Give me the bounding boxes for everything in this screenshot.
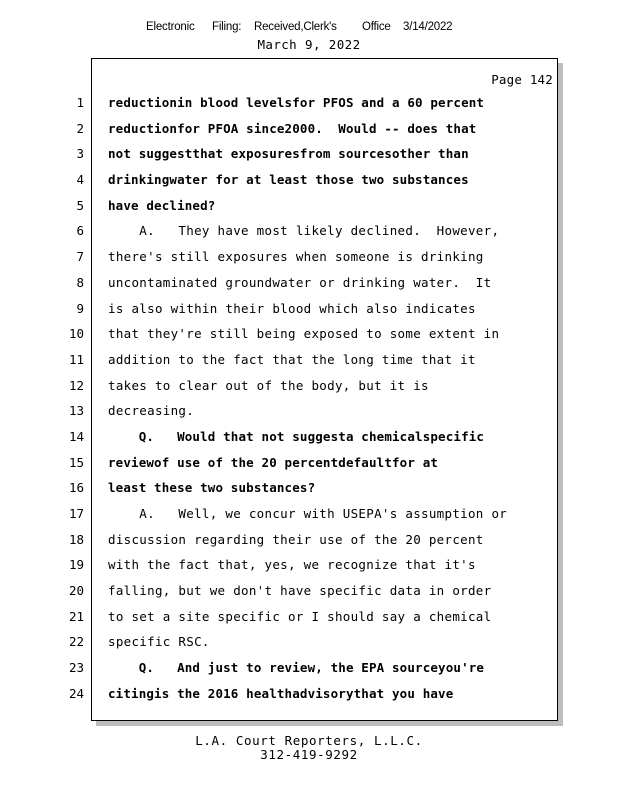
- transcript-line: [0, 373, 618, 399]
- line-number: 10: [68, 326, 84, 342]
- transcript-line: [0, 604, 618, 630]
- transcript-line: [0, 629, 618, 655]
- line-number: 16: [68, 480, 84, 496]
- line-text: addition to the fact that the long time that it: [108, 351, 476, 367]
- line-text: reductionfor PFOA since2000. Would -- does that: [108, 120, 477, 136]
- transcript-line: [0, 296, 618, 322]
- line-text: reviewof use of the 20 percentdefaultfor at: [108, 454, 439, 470]
- court-reporter-name: L.A. Court Reporters, L.L.C.: [195, 733, 423, 748]
- line-number: 11: [68, 351, 84, 367]
- transcript-line: [0, 655, 618, 681]
- transcript-line: [0, 578, 618, 604]
- page-number: Page 142: [491, 72, 553, 87]
- line-number: 2: [76, 120, 84, 136]
- filing-word-electronic: Electronic: [146, 21, 195, 33]
- transcript-line: [0, 424, 618, 450]
- transcript-line: [0, 475, 618, 501]
- hearing-date: March 9, 2022: [257, 37, 361, 52]
- line-text: is also within their blood which also indicates: [108, 300, 476, 316]
- transcript-line: [0, 244, 618, 270]
- line-text: falling, but we don't have specific data in order: [108, 583, 492, 599]
- line-text: that they're still being exposed to some extent in: [108, 326, 500, 342]
- filing-word-filing: Filing:: [212, 21, 242, 33]
- line-number: 7: [76, 249, 84, 265]
- line-number: 8: [76, 274, 84, 290]
- line-number: 24: [68, 685, 84, 701]
- line-number: 3: [76, 146, 84, 162]
- line-text: A. Well, we concur with USEPA's assumption or: [108, 506, 508, 521]
- line-text: least these two substances?: [108, 480, 316, 496]
- line-text: to set a site specific or I should say a chemical: [108, 608, 492, 624]
- line-number: 18: [68, 531, 84, 547]
- transcript-line: [0, 270, 618, 296]
- filing-word-office: Office: [362, 21, 391, 33]
- transcript-line: [0, 681, 618, 707]
- court-reporter-phone: 312-419-9292: [260, 747, 358, 762]
- line-text: specific RSC.: [108, 634, 210, 650]
- line-text: takes to clear out of the body, but it is: [108, 377, 429, 393]
- line-number: 14: [68, 428, 84, 444]
- transcript-line: [0, 141, 618, 167]
- line-text: decreasing.: [108, 403, 195, 419]
- transcript-line: [0, 450, 618, 476]
- line-number: 9: [76, 300, 84, 316]
- line-text: with the fact that, yes, we recognize that it's: [108, 557, 476, 573]
- transcript-line: [0, 552, 618, 578]
- line-text: discussion regarding their use of the 20 percent: [108, 531, 484, 547]
- line-number: 15: [68, 454, 84, 470]
- line-number: 5: [76, 197, 84, 213]
- line-text: A. They have most likely declined. However,: [108, 223, 500, 239]
- line-text: there's still exposures when someone is drinking: [108, 249, 484, 265]
- transcript-line: [0, 347, 618, 373]
- filing-word-received: Received,Clerk's: [254, 21, 337, 33]
- line-text: drinkingwater for at least those two substances: [108, 172, 469, 188]
- line-text: reductionin blood levelsfor PFOS and a 60 percent: [108, 95, 485, 110]
- line-number: 17: [68, 506, 84, 521]
- transcript-line: [0, 167, 618, 193]
- line-number: 6: [76, 223, 84, 239]
- transcript-line: [0, 398, 618, 424]
- line-number: 19: [68, 557, 84, 573]
- line-text: Q. Would that not suggesta chemicalspecific: [108, 428, 485, 444]
- line-text: not suggestthat exposuresfrom sourcesother than: [108, 146, 469, 162]
- line-number: 22: [68, 634, 84, 650]
- line-text: Q. And just to review, the EPA sourceyou're: [108, 660, 485, 676]
- line-number: 23: [68, 660, 84, 676]
- transcript-line: [0, 527, 618, 553]
- transcript-line: [0, 321, 618, 347]
- transcript-line: [0, 193, 618, 219]
- line-text: citingis the 2016 healthadvisorythat you have: [108, 685, 454, 701]
- line-number: 1: [76, 95, 84, 110]
- transcript-line: [0, 90, 618, 116]
- line-number: 21: [68, 608, 84, 624]
- line-number: 12: [68, 377, 84, 393]
- transcript-line: [0, 501, 618, 527]
- line-text: have declined?: [108, 197, 216, 213]
- transcript-line: [0, 116, 618, 142]
- line-text: uncontaminated groundwater or drinking water. It: [108, 274, 492, 290]
- line-number: 20: [68, 583, 84, 599]
- filing-date: 3/14/2022: [403, 21, 453, 33]
- transcript-lines: [0, 90, 618, 707]
- line-number: 4: [76, 172, 84, 188]
- line-number: 13: [68, 403, 84, 419]
- transcript-line: [0, 218, 618, 244]
